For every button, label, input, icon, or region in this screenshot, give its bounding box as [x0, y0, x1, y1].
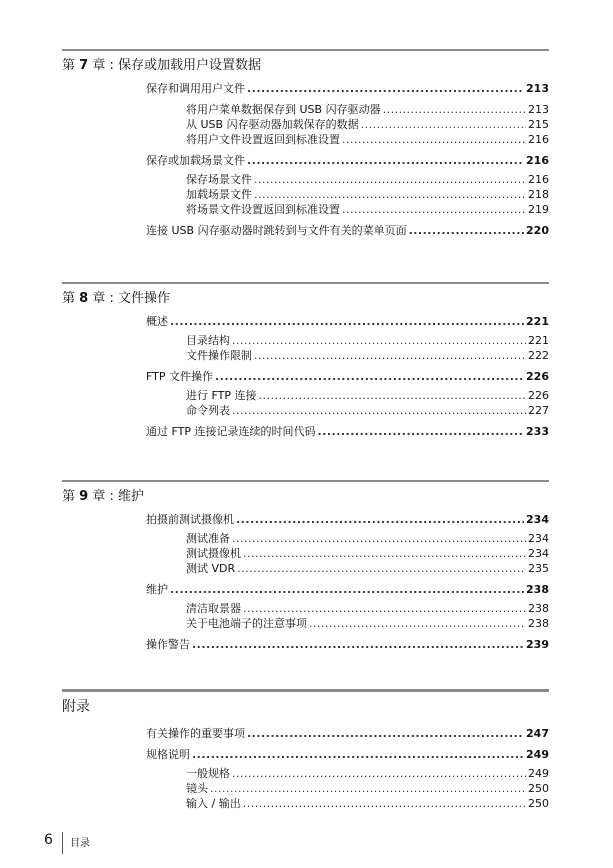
toc-entry[interactable]: 保存或加载场景文件 ..... 216 — [146, 152, 549, 167]
toc-entry[interactable]: 目录结构 ..... 221 — [186, 332, 549, 347]
toc-entry[interactable]: 清洁取景器 ..... 238 — [186, 600, 549, 615]
chapter-divider — [62, 480, 549, 482]
chapter-7-section — [62, 49, 549, 237]
chapter-divider — [62, 49, 549, 51]
toc-entry[interactable]: 将用户菜单数据保存到 USB 闪存驱动器 ..... 213 — [186, 101, 549, 116]
appendix-section — [62, 689, 549, 810]
chapter-9-section — [62, 480, 549, 651]
toc-entry[interactable]: 命令列表 ..... 227 — [186, 402, 549, 417]
footer-section-label: 目录 — [70, 838, 90, 849]
toc-entry[interactable]: 概述 ..... 221 — [146, 313, 549, 328]
toc-entry[interactable]: 规格说明 ..... 249 — [146, 746, 549, 761]
footer-divider — [62, 832, 63, 854]
appendix-title: 附录 — [62, 699, 90, 715]
toc-entry[interactable]: 连接 USB 闪存驱动器时跳转到与文件有关的菜单页面 ..... 220 — [146, 222, 549, 237]
toc-entry[interactable]: 加载场景文件 ..... 218 — [186, 186, 549, 201]
toc-entry[interactable]: 通过 FTP 连接记录连续的时间代码 ..... 233 — [146, 423, 549, 438]
toc-entry[interactable]: FTP 文件操作 ..... 226 — [146, 368, 549, 383]
toc-entry[interactable]: 保存和调用用户文件 ..... 213 — [146, 80, 549, 95]
chapter-8-section — [62, 282, 549, 438]
chapter-title: 第 9 章 : 维护 — [62, 489, 144, 504]
toc-entry[interactable]: 一般规格 ..... 249 — [186, 765, 549, 780]
chapter-title: 第 7 章 : 保存或加载用户设置数据 — [62, 58, 261, 73]
toc-entry[interactable]: 有关操作的重要事项 ..... 247 — [146, 725, 549, 740]
toc-entry[interactable]: 文件操作限制 ..... 222 — [186, 347, 549, 362]
toc-entry[interactable]: 测试摄像机 ..... 234 — [186, 545, 549, 560]
toc-entry[interactable]: 输入 / 输出 ..... 250 — [186, 795, 549, 810]
chapter-divider — [62, 282, 549, 284]
toc-entry[interactable]: 维护 ..... 238 — [146, 581, 549, 596]
toc-entry[interactable]: 从 USB 闪存驱动器加载保存的数据 ..... 215 — [186, 116, 549, 131]
toc-entry[interactable]: 将场景文件设置返回到标准设置 ..... 219 — [186, 201, 549, 216]
toc-entry[interactable]: 操作警告 ..... 239 — [146, 636, 549, 651]
page-number: 6 — [44, 832, 53, 848]
chapter-divider — [62, 689, 549, 692]
toc-entry[interactable]: 拍摄前测试摄像机 ..... 234 — [146, 511, 549, 526]
toc-entry[interactable]: 镜头 ..... 250 — [186, 780, 549, 795]
toc-entry[interactable]: 测试准备 ..... 234 — [186, 530, 549, 545]
chapter-title: 第 8 章 : 文件操作 — [62, 291, 170, 306]
toc-entry[interactable]: 保存场景文件 ..... 216 — [186, 171, 549, 186]
toc-entry[interactable]: 测试 VDR ..... 235 — [186, 560, 549, 575]
toc-entry[interactable]: 进行 FTP 连接 ..... 226 — [186, 387, 549, 402]
toc-entry[interactable]: 将用户文件设置返回到标准设置 ..... 216 — [186, 131, 549, 146]
toc-entry[interactable]: 关于电池端子的注意事项 ..... 238 — [186, 615, 549, 630]
